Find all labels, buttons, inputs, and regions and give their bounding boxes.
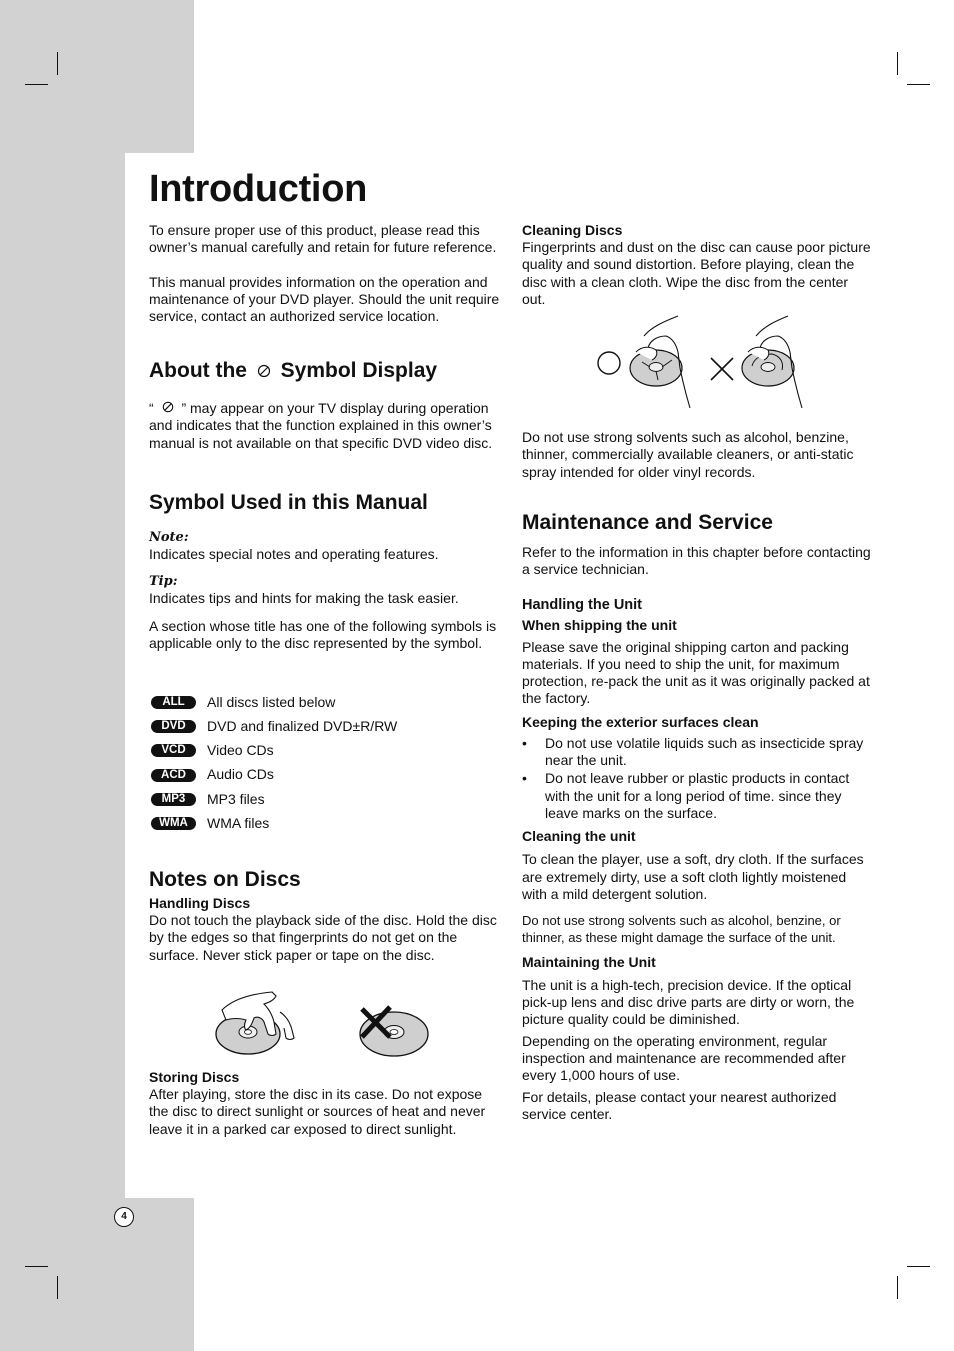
quote-open: “ [149, 400, 154, 416]
solvents-text: Do not use strong solvents such as alcohol, benzine, thinner, commercially available cleaners, or anti-static spray intended for older vinyl records. [522, 429, 854, 480]
disc-badge: VCD [151, 744, 196, 757]
subheading: Maintaining the Unit [522, 953, 656, 970]
disc-badge: MP3 [151, 793, 196, 806]
cleaning-discs-section [522, 222, 874, 308]
disc-badge: ALL [151, 696, 196, 709]
disc-held-correctly-illustration [214, 988, 304, 1058]
notes-on-discs-section [149, 867, 504, 964]
intro-paragraph: To ensure proper use of this product, please read this owner’s manual carefully and retain for future reference. [149, 222, 497, 256]
disc-badge: WMA [151, 817, 196, 830]
maintaining-text: The unit is a high-tech, precision device. If the optical pick-up lens and disc drive parts are dirty or worn, the picture quality could be diminished. [522, 976, 855, 1028]
cleaning-discs-text: Fingerprints and dust on the disc can cause poor picture quality and sound distortion. Before playing, clean the disc with a clean cloth. Wipe the disc from the center out. [522, 239, 871, 307]
note-text: Indicates special notes and operating features. [149, 546, 439, 562]
intro-paragraph: This manual provides information on the operation and maintenance of your DVD player. Should the unit require service, contact an authorized service location. [149, 273, 500, 325]
subheading: Cleaning the unit [522, 828, 636, 845]
subheading: Handling Discs [149, 895, 251, 911]
section-heading: Symbol Used in this Manual [149, 491, 428, 514]
handling-discs-text: Do not touch the playback side of the disc. Hold the disc by the edges so that fingerprints do not get on the surface. Never stick paper or tape on the disc. [149, 912, 497, 963]
tip-label: Tip: [149, 574, 178, 590]
prohibited-symbol-icon [162, 401, 174, 413]
cleaning-unit-text: To clean the player, use a soft, dry cloth. If the surfaces are extremely dirty, use a soft cloth lightly moistened with a mild detergent solution. [522, 851, 864, 902]
disc-label: DVD and finalized DVD±R/RW [207, 717, 398, 734]
page-number: 4 [114, 1207, 134, 1227]
list-item [151, 787, 506, 811]
circle-correct-icon [596, 350, 622, 376]
intro-section [149, 222, 504, 325]
subheading: Cleaning Discs [522, 222, 623, 238]
crop-mark [25, 84, 48, 85]
crop-mark [57, 1276, 58, 1299]
disc-label: MP3 files [207, 790, 265, 807]
crop-mark [25, 1266, 48, 1267]
section-heading: Notes on Discs [149, 868, 301, 891]
margin-panel-bottom [0, 1198, 194, 1351]
solvents-warning [522, 429, 874, 481]
subheading: Storing Discs [149, 1069, 240, 1085]
disc-label: Video CDs [207, 742, 274, 759]
disc-badge: DVD [151, 720, 196, 733]
disc-label: WMA files [207, 814, 270, 831]
prohibited-symbol-icon [257, 364, 271, 378]
disc-symbol-list [151, 690, 506, 836]
tip-text: Indicates tips and hints for making the task easier. [149, 590, 459, 607]
about-symbol-description: ” may appear on your TV display during operation and indicates that the function explained in this owner’s manual is not available on that specific DVD video disc. [149, 400, 493, 451]
page-title: Introduction [149, 168, 368, 210]
list-item [151, 739, 506, 763]
disc-label: Audio CDs [207, 766, 274, 783]
section-symbols-text: A section whose title has one of the following symbols is applicable only to the disc represented by the symbol. [149, 617, 497, 651]
crop-mark [907, 84, 930, 85]
symbol-manual-section [149, 490, 504, 652]
disc-badge: ACD [151, 769, 196, 782]
heading-text: About the [149, 359, 247, 382]
shipping-text: Please save the original shipping carton and packing materials. If you need to ship the unit, for maximum protection, re-pack the unit as it was originally packed at the factory. [522, 638, 870, 707]
maintaining-text: For details, please contact your nearest authorized service center. [522, 1088, 837, 1122]
note-label: Note: [149, 530, 189, 545]
disc-held-incorrectly-illustration [358, 1005, 432, 1059]
section-heading: Maintenance and Service [522, 511, 773, 534]
cross-incorrect-icon [708, 355, 736, 383]
section-heading [149, 358, 504, 384]
storing-discs-section [149, 1069, 504, 1138]
list-item: • Do not use volatile liquids such as insecticide spray near the unit. [522, 735, 874, 770]
crop-mark [897, 1276, 898, 1299]
subheading: When shipping the unit [522, 616, 677, 633]
disc-wipe-circular-illustration [738, 312, 808, 410]
disc-label: All discs listed below [207, 693, 336, 710]
list-item [151, 811, 506, 835]
maintenance-intro: Refer to the information in this chapter before contacting a service technician. [522, 544, 871, 578]
disc-wipe-center-out-illustration [628, 312, 698, 410]
crop-mark [57, 52, 58, 75]
exterior-bullet-list [522, 735, 874, 822]
storing-discs-text: After playing, store the disc in its case. Do not expose the disc to direct sunlight or sources of heat and never leave it in a parked car exposed to direct sunlight. [149, 1086, 486, 1137]
list-item [151, 690, 506, 714]
subheading: Keeping the exterior surfaces clean [522, 713, 759, 730]
about-symbol-section [149, 358, 504, 452]
margin-panel-left [0, 153, 125, 1198]
heading-text: Symbol Display [280, 359, 438, 382]
crop-mark [897, 52, 898, 75]
list-item [151, 763, 506, 787]
maintaining-text: Depending on the operating environment, regular inspection and maintenance are recommended after every 1,000 hours of use. [522, 1032, 846, 1084]
list-item: • Do not leave rubber or plastic products in contact with the unit for a long period of time. since they leave marks on the surface. [522, 770, 874, 822]
crop-mark [907, 1266, 930, 1267]
maintenance-section [522, 510, 874, 1123]
subheading: Handling the Unit [522, 596, 643, 613]
list-item [151, 714, 506, 738]
margin-panel-top [0, 0, 194, 153]
about-symbol-text [149, 400, 504, 452]
cleaning-unit-warning: Do not use strong solvents such as alcohol, benzine, or thinner, as these might damage the surface of the unit. [522, 913, 841, 946]
